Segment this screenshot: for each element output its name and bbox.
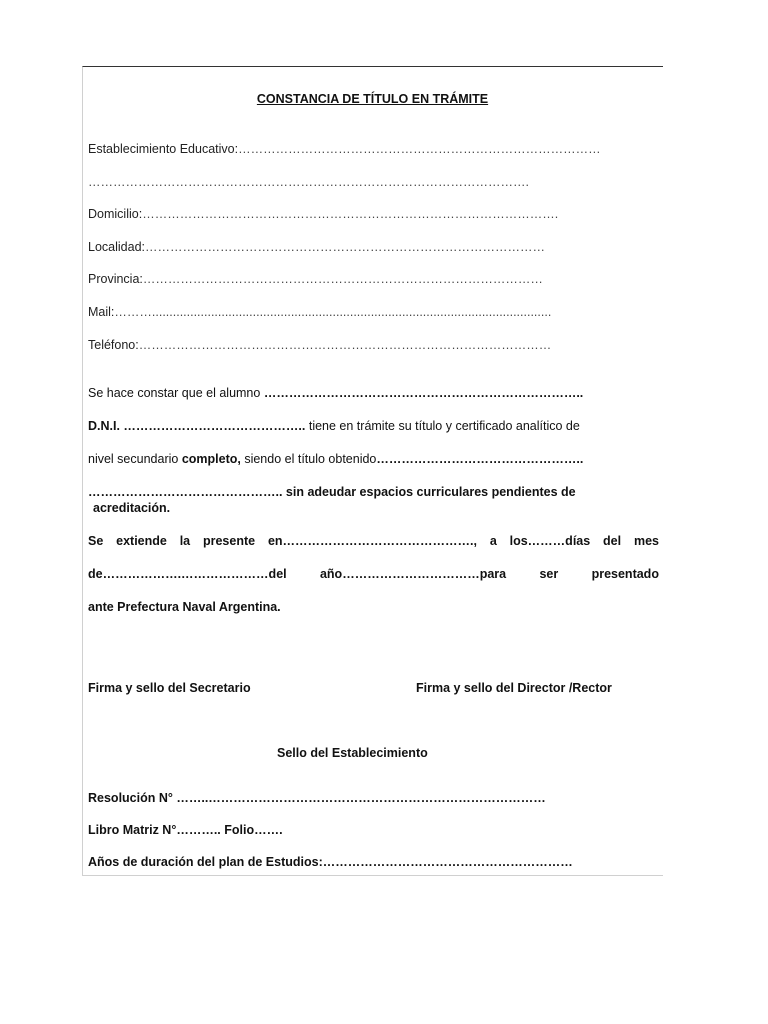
field-label: Provincia: <box>88 272 143 286</box>
field-domicilio <box>88 207 558 221</box>
seal-establecimiento: Sello del Establecimiento <box>277 746 428 760</box>
word: presentado <box>591 567 659 581</box>
word: a <box>489 534 497 548</box>
body-line-dni <box>88 419 580 433</box>
word: mes <box>633 534 659 548</box>
word: de……………….…………………del <box>88 567 287 581</box>
word: ser <box>539 567 559 581</box>
word: Se <box>88 534 104 548</box>
body-line-nivel <box>88 452 583 466</box>
body-line-adeudar: ……………………………………….. sin adeudar espacios curriculares pendientes de <box>88 485 576 499</box>
word: la <box>179 534 191 548</box>
field-establecimiento <box>88 142 601 156</box>
word: en………………………………………., <box>267 534 477 548</box>
field-label: Domicilio: <box>88 207 143 221</box>
signature-secretary: Firma y sello del Secretario <box>88 681 251 695</box>
field-telefono <box>88 338 551 352</box>
body-text: tiene en trámite su título y certificado analítico de <box>305 419 580 433</box>
document-title: CONSTANCIA DE TÍTULO EN TRÁMITE <box>256 92 489 106</box>
signature-director: Firma y sello del Director /Rector <box>416 681 612 695</box>
word: presente <box>202 534 256 548</box>
field-label: Localidad: <box>88 240 145 254</box>
field-dots: ……………………………………………………………………………………………. <box>88 175 529 189</box>
body-line-prefectura: ante Prefectura Naval Argentina. <box>88 600 281 614</box>
word: los………días <box>509 534 591 548</box>
dni-label: D.N.I. …………………………………….. <box>88 419 306 433</box>
field-dots: ………................................................................................................................... <box>114 305 552 319</box>
field-dots: …………………………………………………………………………………… <box>145 240 545 254</box>
footer-anios-duracion: Años de duración del plan de Estudios:…………………………………………………… <box>88 855 573 869</box>
field-mail <box>88 305 551 319</box>
body-text: nivel secundario <box>88 452 182 466</box>
body-line-extiende <box>88 534 659 548</box>
titulo-dots: ………………………………………….. <box>376 452 584 466</box>
field-label: Mail: <box>88 305 115 319</box>
body-line-alumno <box>88 386 583 400</box>
field-dots: …………………………………………………………………………………… <box>142 272 543 286</box>
word: año……………………………para <box>319 567 507 581</box>
footer-libro-matriz: Libro Matriz N°……….. Folio……. <box>88 823 283 837</box>
body-text: siendo el título obtenido <box>240 452 377 466</box>
body-line-de <box>88 567 659 581</box>
field-dots: …………………………………………………………………………… <box>238 142 601 156</box>
body-text: Se hace constar que el alumno <box>88 386 264 400</box>
field-provincia <box>88 272 543 286</box>
field-dots: ……………………………………………………………………………………… <box>138 338 552 352</box>
field-localidad <box>88 240 545 254</box>
body-line-acreditacion: acreditación. <box>93 501 171 515</box>
field-dots: ………………………………………………………………………………………. <box>142 207 559 221</box>
footer-resolucion: Resolución N° ……..……………………………………………………………………… <box>88 791 546 805</box>
completo-text: completo, <box>181 452 241 466</box>
field-label: Establecimiento Educativo: <box>88 142 239 156</box>
field-label: Teléfono: <box>88 338 139 352</box>
field-establecimiento-cont <box>88 175 529 189</box>
word: extiende <box>116 534 167 548</box>
word: del <box>603 534 622 548</box>
alumno-dots: ………………………………………………………………….. <box>263 386 584 400</box>
